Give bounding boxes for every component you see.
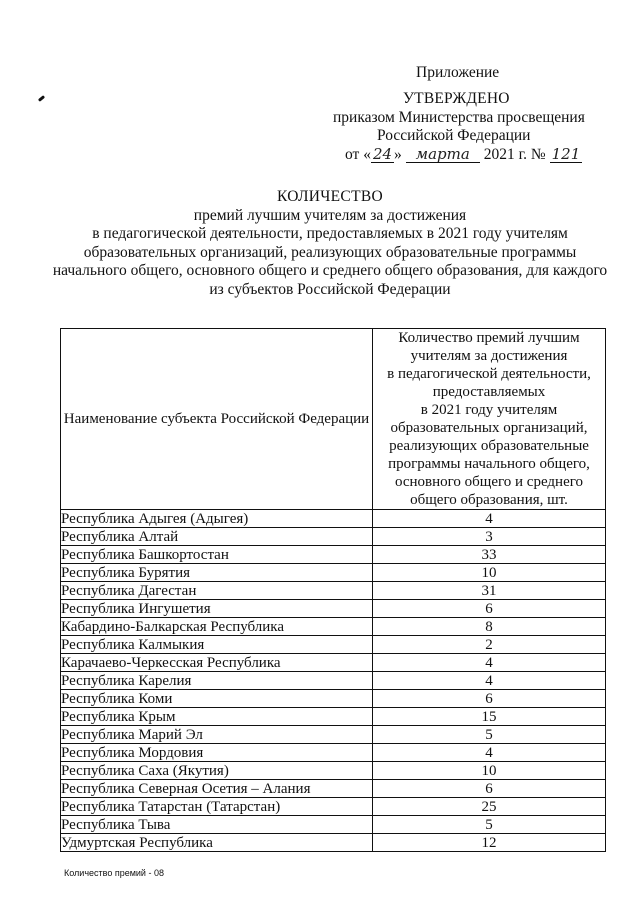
order-number: 121 [551, 145, 581, 163]
header-line: образовательных организаций, [390, 420, 588, 436]
header-line: основного общего и среднего [394, 474, 584, 490]
region-name: Республика Дагестан [61, 582, 373, 600]
table-row [61, 528, 606, 546]
table-row [61, 510, 606, 528]
title-line: из субъектов Российской Федерации [209, 280, 451, 298]
table-row [61, 834, 606, 852]
table-row [61, 762, 606, 780]
award-count: 4 [373, 744, 606, 762]
appendix-label: Приложение [416, 64, 500, 81]
awards-table [60, 328, 606, 852]
award-count: 4 [373, 672, 606, 690]
region-name: Республика Крым [61, 708, 373, 726]
date-year: 2021 г. № [483, 146, 546, 163]
table-row [61, 726, 606, 744]
award-count: 3 [373, 528, 606, 546]
region-name: Республика Тыва [61, 816, 373, 834]
region-name: Республика Адыгея (Адыгея) [61, 510, 373, 528]
region-name: Карачаево-Черкесская Республика [61, 654, 373, 672]
header-line: общего образования, шт. [410, 492, 568, 508]
award-count: 2 [373, 636, 606, 654]
table-row [61, 780, 606, 798]
region-name: Республика Северная Осетия – Алания [61, 780, 373, 798]
date-mid: » [394, 146, 402, 163]
region-name: Республика Башкортостан [61, 546, 373, 564]
header-line: Количество премий лучшим [398, 330, 580, 346]
region-name: Республика Бурятия [61, 564, 373, 582]
region-name: Республика Карелия [61, 672, 373, 690]
column-header-region: Наименование субъекта Российской Федерации [61, 329, 373, 510]
table-row [61, 816, 606, 834]
date-month: марта [406, 147, 480, 163]
region-name: Республика Татарстан (Татарстан) [61, 798, 373, 816]
region-name: Республика Марий Эл [61, 726, 373, 744]
table-row [61, 618, 606, 636]
table-row [61, 690, 606, 708]
title-line: премий лучшим учителям за достижения [193, 206, 467, 224]
header-line: программы начального общего, [388, 456, 590, 472]
award-count: 5 [373, 726, 606, 744]
header-line: реализующих образовательные [389, 438, 589, 454]
award-count: 31 [373, 582, 606, 600]
award-count: 4 [373, 654, 606, 672]
table-row [61, 600, 606, 618]
table-row [61, 564, 606, 582]
title-line: в педагогической деятельности, предоставляемых в 2021 году учителям [92, 225, 568, 243]
award-count: 6 [373, 690, 606, 708]
table-row [61, 744, 606, 762]
region-name: Кабардино-Балкарская Республика [61, 618, 373, 636]
award-count: 25 [373, 798, 606, 816]
order-date-line [345, 146, 582, 164]
order-line: приказом Министерства просвещения [333, 109, 585, 126]
region-name: Республика Ингушетия [61, 600, 373, 618]
date-prefix: от « [345, 146, 371, 163]
header-line: предоставляемых [432, 384, 546, 400]
header-line: в педагогической деятельности, [387, 366, 591, 382]
date-day: 24 [372, 145, 393, 163]
table-row [61, 708, 606, 726]
region-name: Республика Коми [61, 690, 373, 708]
table-header-row [61, 329, 606, 510]
title-line: образовательных организаций, реализующих образовательные программы [83, 243, 577, 261]
award-count: 33 [373, 546, 606, 564]
region-name: Республика Саха (Якутия) [61, 762, 373, 780]
award-count: 4 [373, 510, 606, 528]
column-header-count [373, 329, 606, 510]
region-name: Удмуртская Республика [61, 834, 373, 852]
table-row [61, 654, 606, 672]
header-line: учителям за достижения [410, 348, 568, 364]
award-count: 8 [373, 618, 606, 636]
award-count: 10 [373, 564, 606, 582]
region-name: Республика Алтай [61, 528, 373, 546]
award-count: 6 [373, 600, 606, 618]
table-row [61, 582, 606, 600]
table-row [61, 546, 606, 564]
award-count: 15 [373, 708, 606, 726]
award-count: 6 [373, 780, 606, 798]
region-name: Республика Мордовия [61, 744, 373, 762]
header-line: в 2021 году учителям [420, 402, 558, 418]
footer-label: Количество премий - 08 [64, 868, 164, 878]
approved-label: УТВЕРЖДЕНО [403, 90, 510, 107]
title-heading: КОЛИЧЕСТВО [277, 188, 383, 205]
title-line: начального общего, основного общего и среднего общего образования, для каждого [52, 262, 608, 280]
table-row [61, 636, 606, 654]
award-count: 10 [373, 762, 606, 780]
federation-line: Российской Федерации [377, 127, 531, 144]
pen-mark [38, 95, 45, 102]
document-title [40, 188, 620, 300]
award-count: 12 [373, 834, 606, 852]
award-count: 5 [373, 816, 606, 834]
table-row [61, 672, 606, 690]
region-name: Республика Калмыкия [61, 636, 373, 654]
table-row [61, 798, 606, 816]
